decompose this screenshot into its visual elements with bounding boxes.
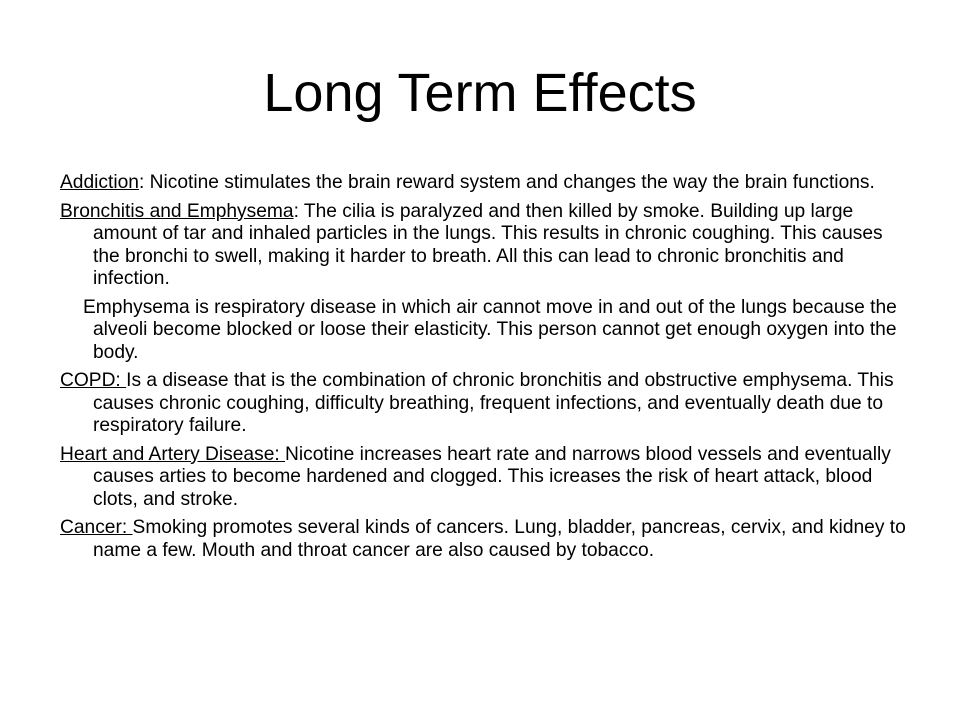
term-cancer: Cancer: (60, 517, 133, 538)
paragraph-text: Smoking promotes several kinds of cancers. Lung, bladder, pancreas, cervix, and kidney to name a few. Mouth and throat cancer are also caused by tobacco. (93, 517, 906, 561)
term-addiction: Addiction (60, 172, 139, 193)
term-bronchitis-emphysema: Bronchitis and Emphysema (60, 200, 294, 222)
slide-title: Long Term Effects (263, 63, 697, 123)
term-copd: COPD: (60, 370, 127, 391)
paragraph-text: Is a disease that is the combination of chronic bronchitis and obstructive emphysema. This causes chronic coughing, difficulty breathing, frequent infections, and eventually death due to respiratory failure. (93, 370, 894, 436)
paragraph-text: : Nicotine stimulates the brain reward system and changes the way the brain functions. (138, 172, 875, 193)
paragraph-cancer (60, 517, 910, 562)
paragraph-emphysema-detail (60, 297, 910, 365)
paragraph-copd (60, 370, 910, 438)
term-heart-artery: Heart and Artery Disease: (60, 443, 286, 465)
paragraph-heart-artery (60, 444, 910, 512)
paragraph-addiction (60, 172, 910, 195)
paragraph-text: : The cilia is paralyzed and then killed by smoke. Building up large amount of tar and inhaled particles in the lungs. This results in chronic coughing. This causes the bronchi to swell, making it harder to breath. All this can lead to chronic bronchitis and infection. (93, 200, 883, 289)
paragraph-text: Emphysema is respiratory disease in which air cannot move in and out of the lungs because the alveoli become blocked or loose their elasticity. This person cannot get enough oxygen into the body. (83, 296, 897, 363)
slide-body (60, 172, 910, 568)
paragraph-bronchitis-emphysema (60, 201, 910, 291)
paragraph-text: Nicotine increases heart rate and narrows blood vessels and eventually causes arties to become hardened and clogged. This icreases the risk of heart attack, blood clots, and stroke. (93, 443, 891, 510)
